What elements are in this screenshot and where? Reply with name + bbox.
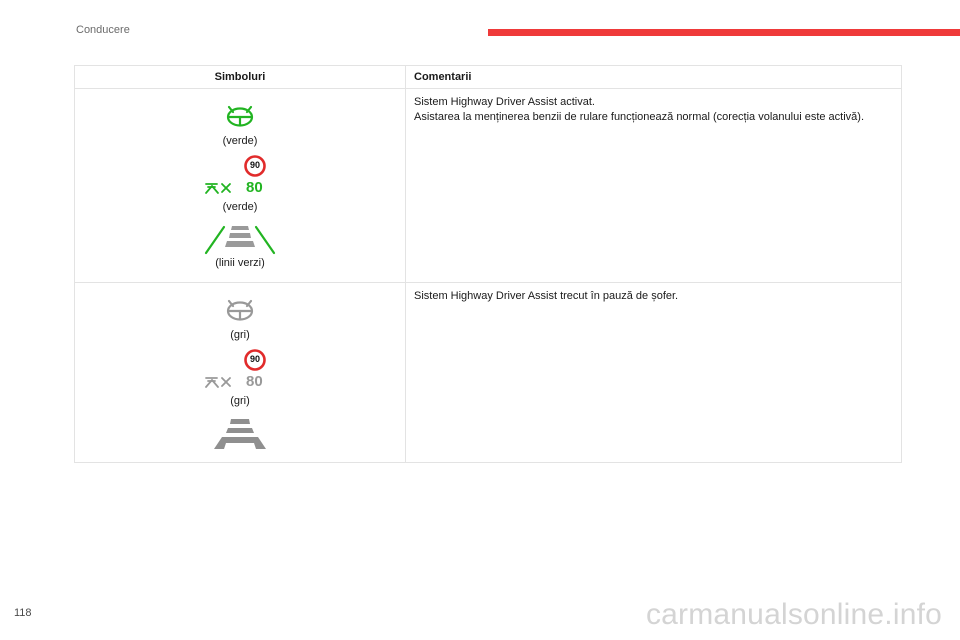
- set-speed-value: 80: [246, 179, 263, 196]
- speed-limit-group: [200, 349, 280, 395]
- comments-cell: [406, 89, 902, 283]
- steering-wheel-hands-icon: [220, 101, 260, 131]
- speed-limit-value: 90: [249, 354, 260, 364]
- header-accent-bar: [488, 29, 960, 36]
- lane-icon: [212, 417, 268, 451]
- symbol-caption: (verde): [222, 201, 258, 213]
- comments-cell: [406, 283, 902, 463]
- symbol-caption: (verde): [222, 135, 258, 147]
- page-number: 118: [14, 607, 32, 619]
- table-header-row: [75, 66, 902, 89]
- comment-text: Sistem Highway Driver Assist trecut în pauză de șofer.: [414, 290, 679, 302]
- symbol-caption: (gri): [230, 395, 250, 407]
- symbol-caption: (gri): [230, 329, 250, 341]
- table-row: [75, 89, 902, 283]
- watermark: carmanualsonline.info: [645, 598, 942, 631]
- steering-wheel-hands-icon: [220, 295, 260, 325]
- adaptive-cruise-icon: [204, 181, 234, 195]
- table-row: [75, 283, 902, 463]
- lane-lines-icon: [204, 223, 276, 255]
- section-title: Conducere: [76, 24, 130, 36]
- symbols-table: [74, 65, 902, 463]
- symbols-cell: [75, 283, 406, 463]
- column-header-symbols: Simboluri: [75, 66, 406, 89]
- column-header-comments: Comentarii: [406, 66, 902, 89]
- adaptive-cruise-icon: [204, 375, 234, 389]
- comment-text: Asistarea la menținerea benzii de rulare funcționează normal (corecția volanului este activă).: [414, 111, 865, 123]
- comment-text: Sistem Highway Driver Assist activat.: [414, 96, 595, 108]
- symbol-caption: (linii verzi): [215, 257, 265, 269]
- symbols-cell: [75, 89, 406, 283]
- speed-limit-group: [200, 155, 280, 201]
- speed-limit-value: 90: [249, 160, 260, 170]
- set-speed-value: 80: [246, 373, 263, 390]
